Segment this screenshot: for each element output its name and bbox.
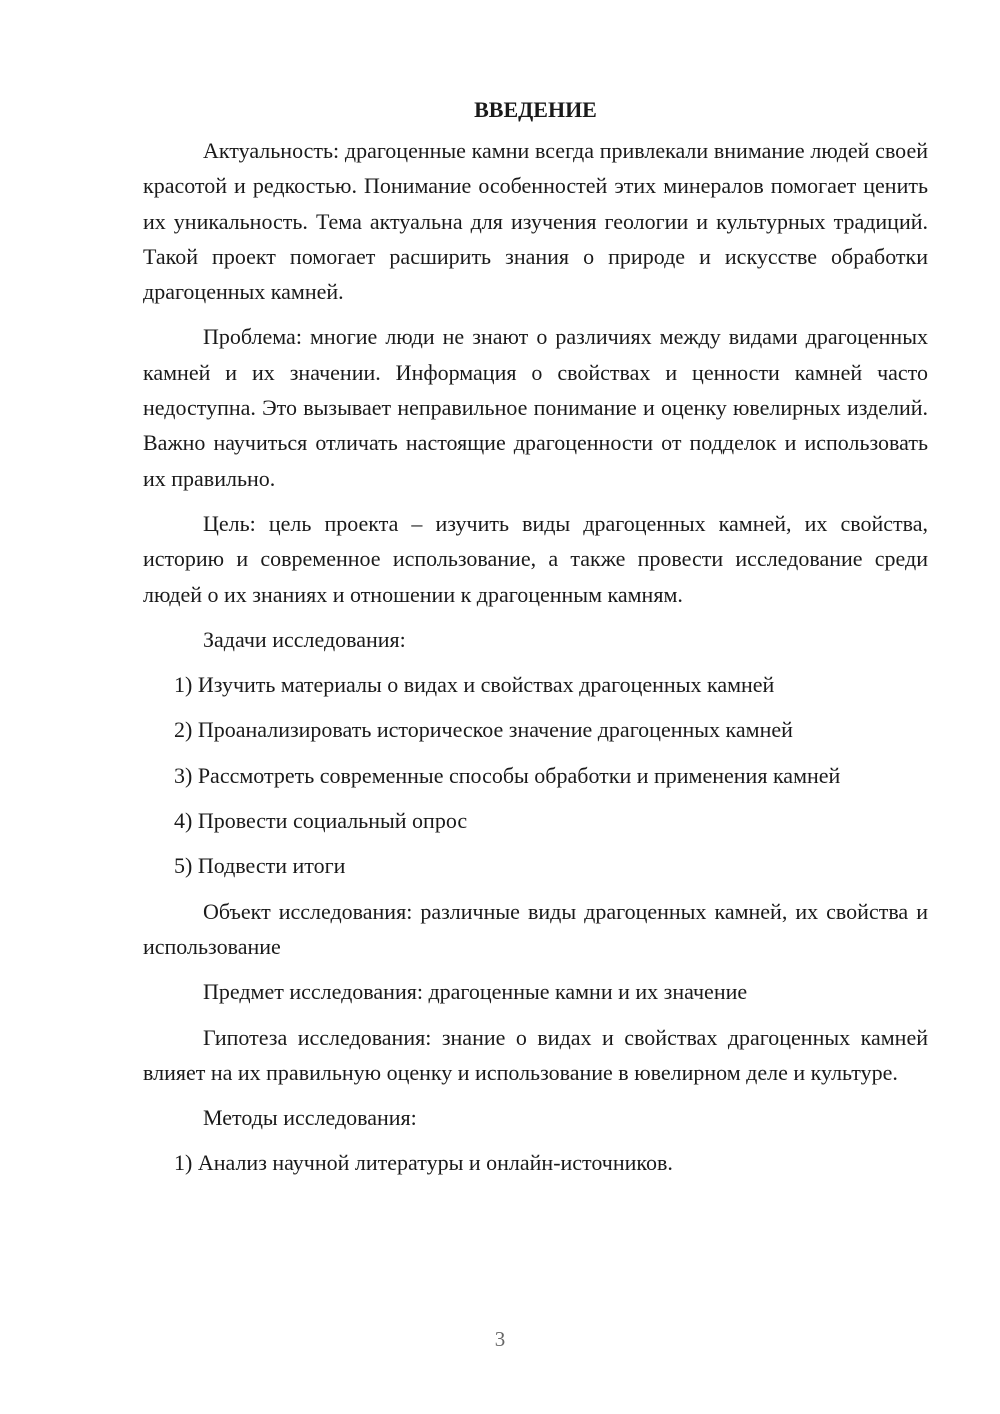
list-item: 4) Провести социальный опрос (174, 808, 468, 834)
paragraph-problem: Проблема: многие люди не знают о различиях между видами драгоценных камней и их значении. Информация о свойствах и ценности камней часто недоступна. Это вызывает неправильное понимание и оценку ювелирных изделий. Важно научиться отличать настоящие драгоценности от подделок и использовать их правильно. (143, 324, 928, 491)
list-item: 2) Проанализировать историческое значение драгоценных камней (174, 717, 793, 743)
paragraph-subject: Предмет исследования: драгоценные камни и их значение (203, 979, 748, 1005)
methods-list (143, 1145, 928, 1180)
section-title: ВВЕДЕНИЕ (474, 97, 597, 122)
paragraph-goal: Цель: цель проекта – изучить виды драгоценных камней, их свойства, историю и современное использование, а также провести исследование среди людей о их знаниях и отношении к драгоценным камням. (143, 510, 928, 607)
list-item: 3) Рассмотреть современные способы обработки и применения камней (174, 762, 841, 788)
tasks-list (143, 667, 928, 883)
list-item: 1) Изучить материалы о видах и свойствах драгоценных камней (174, 672, 775, 698)
tasks-heading: Задачи исследования: (203, 626, 406, 652)
paragraph-relevance: Актуальность: драгоценные камни всегда привлекали внимание людей своей красотой и редкостью. Понимание особенностей этих минералов помогает ценить их уникальность. Тема актуальна для изучения геологии и культурных традиций. Такой проект помогает расширить знания о природе и искусстве обработки драгоценных камней. (143, 138, 928, 305)
paragraph-hypothesis: Гипотеза исследования: знание о видах и свойствах драгоценных камней влияет на их правильную оценку и использование в ювелирном деле и культуре. (143, 1024, 928, 1085)
paragraph-object: Объект исследования: различные виды драгоценных камней, их свойства и использование (143, 898, 928, 959)
methods-heading: Методы исследования: (203, 1105, 417, 1131)
page-number: 3 (494, 1327, 506, 1351)
document-page (143, 94, 928, 1191)
list-item: 1) Анализ научной литературы и онлайн-источников. (174, 1150, 673, 1176)
list-item: 5) Подвести итоги (174, 853, 346, 879)
